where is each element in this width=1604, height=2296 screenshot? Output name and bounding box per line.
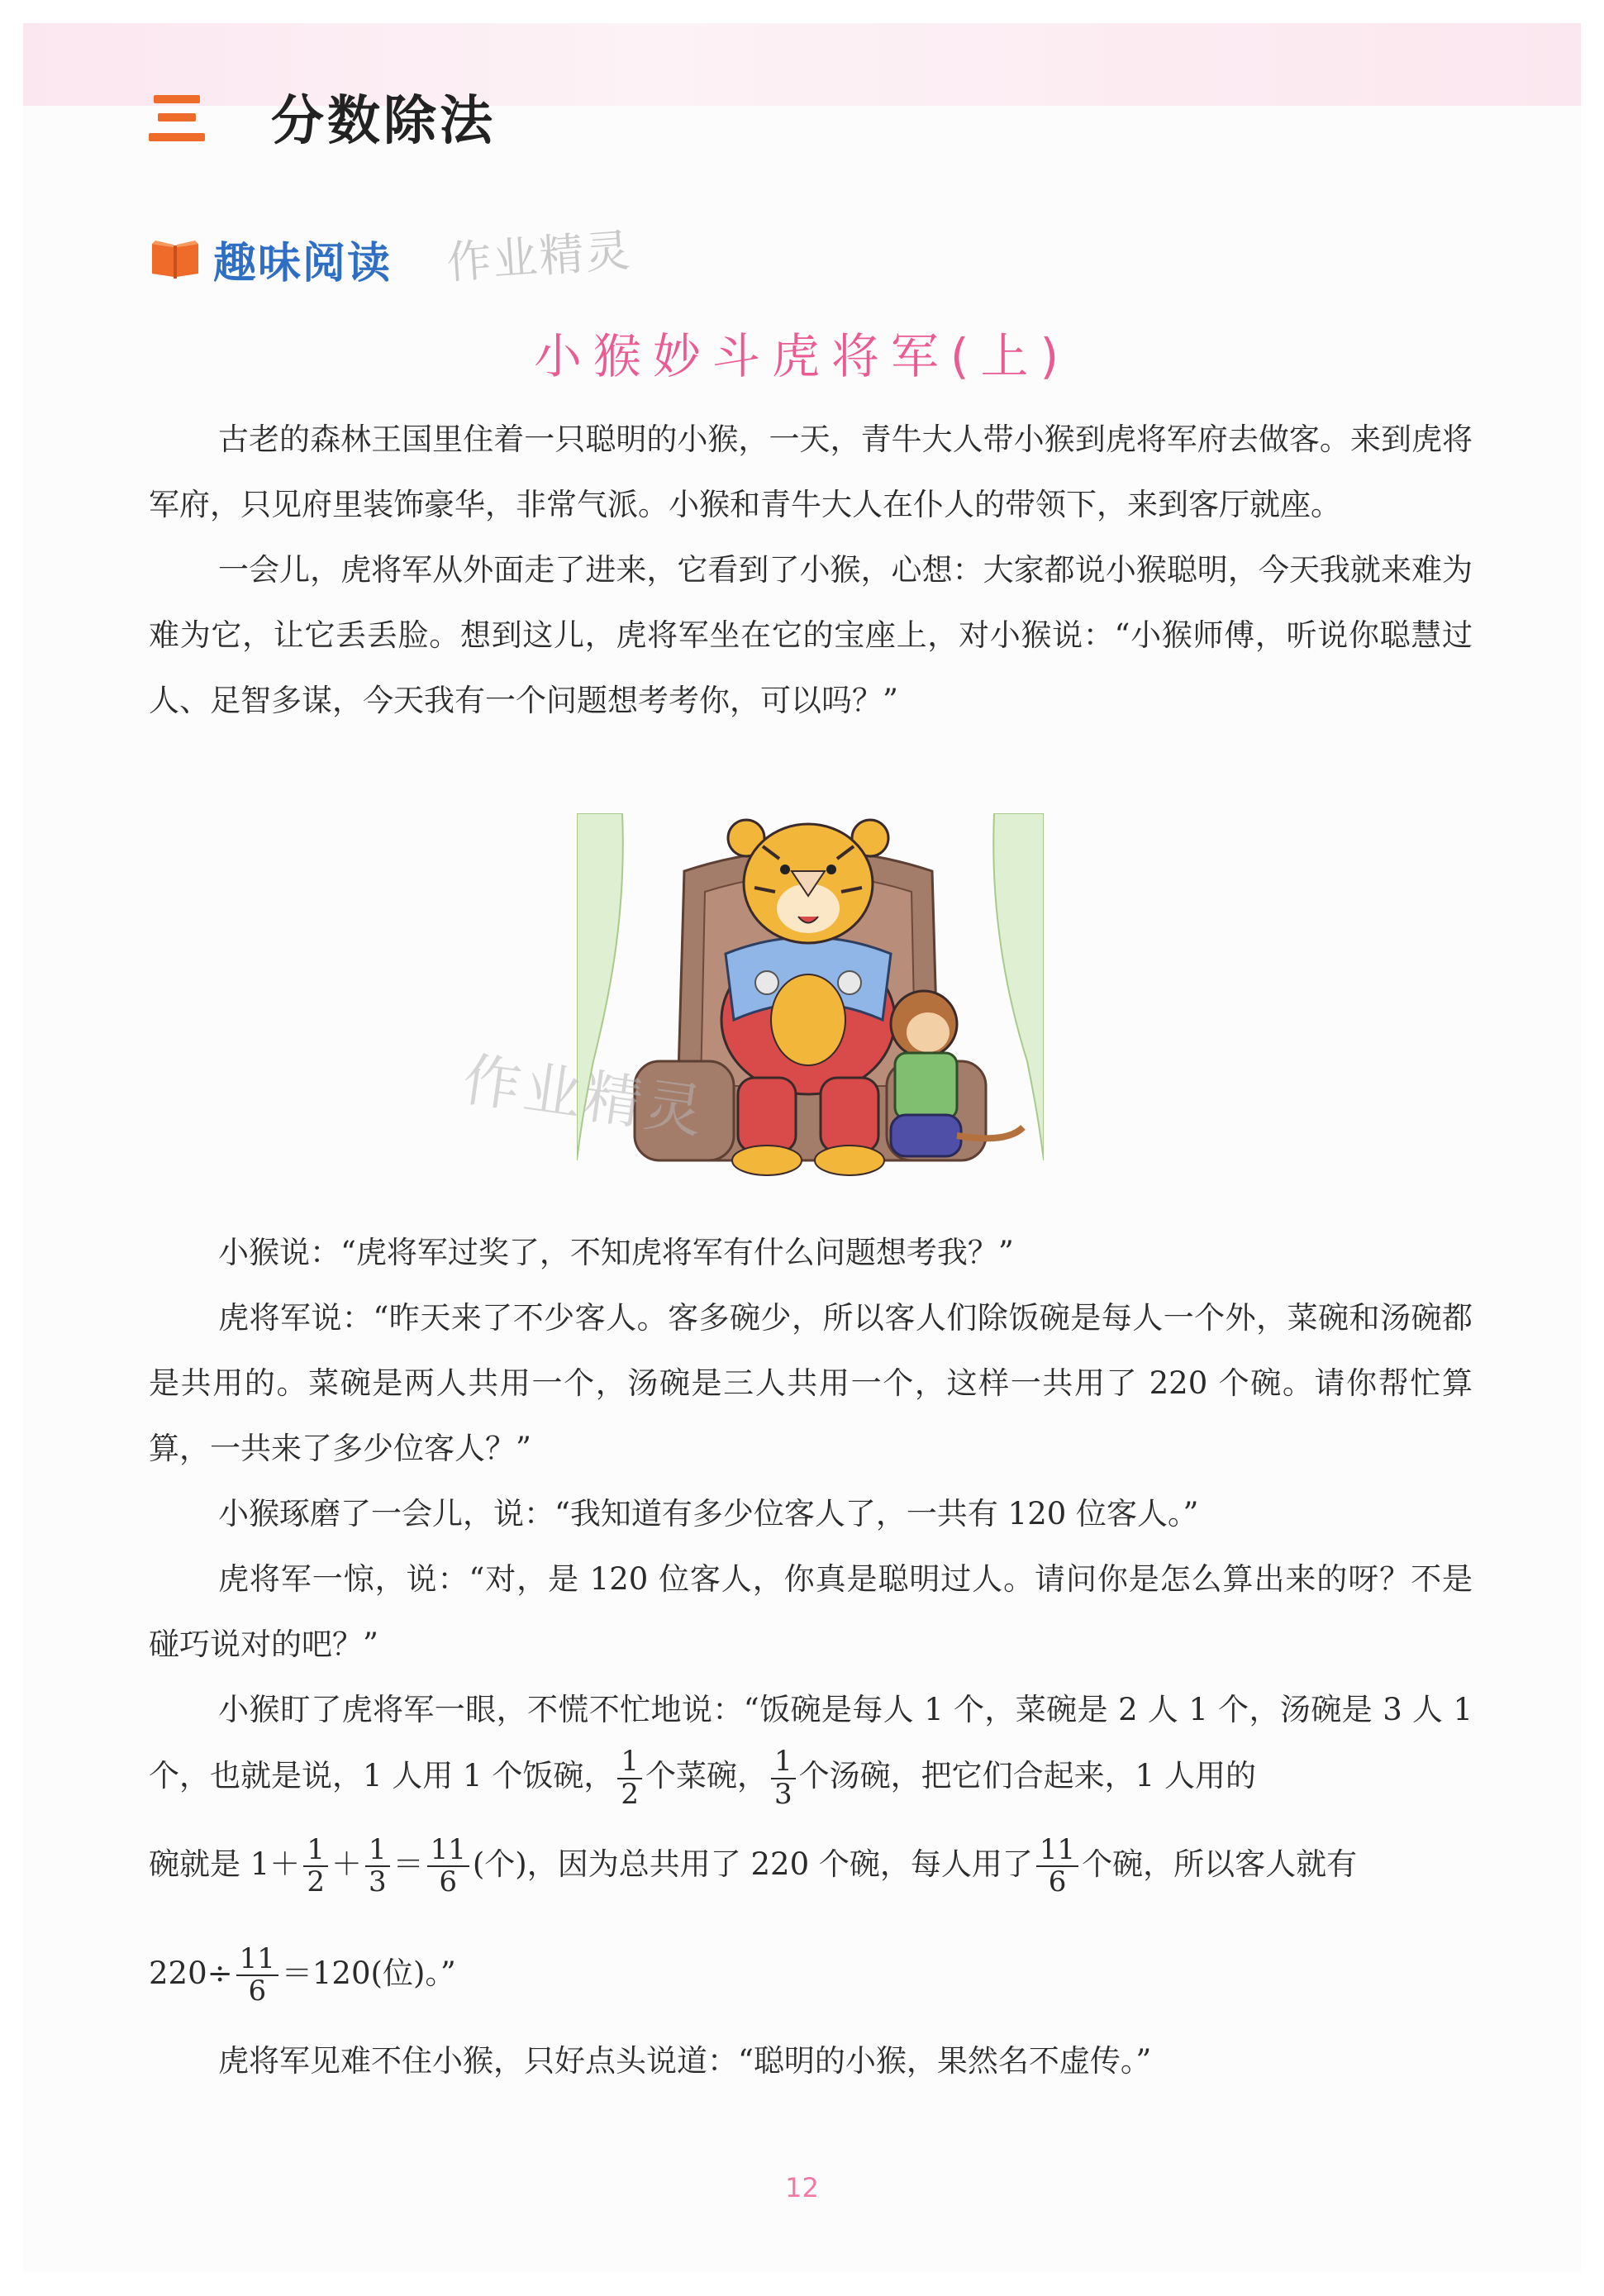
text-run: (个)，因为总共用了 220 个碗，每人用了 (472, 1846, 1033, 1882)
story-body-bottom (149, 1220, 1473, 2094)
paragraph-math-sum (149, 1810, 1473, 1919)
section-heading (149, 230, 392, 288)
paragraph-closing: 虎将军见难不住小猴，只好点头说道：“聪明的小猴，果然名不虚传。” (218, 2042, 1152, 2079)
section-title: 趣味阅读 (213, 238, 393, 288)
illustration-watermark: 作业精灵 (458, 1045, 711, 1147)
fraction-one-half: $\frac{1}{2}$ (617, 1746, 642, 1810)
text-run: 个汤碗，把它们合起来，1 人用的 (798, 1758, 1256, 1793)
watermark: 作业精灵 (445, 224, 634, 289)
paragraph: 虎将军说：“昨天来了不少客人。客多碗少，所以客人们除饭碗是每人一个外，菜碗和汤碗都是共用的。菜碗是两人共用一个，汤碗是三人共用一个，这样一共用了 220 个碗。请你帮忙算算，一共来了多少位客人？” (149, 1300, 1473, 1466)
fraction-eleven-sixths: $\frac{11}{6}$ (427, 1835, 469, 1898)
paragraph-math-result (149, 1919, 1473, 2028)
chapter-title: 分数除法 (271, 91, 496, 152)
text-run: 220÷ (149, 1955, 233, 1991)
fraction-one-half: $\frac{1}{2}$ (303, 1835, 328, 1898)
text-run: 个菜碗， (645, 1758, 769, 1793)
story-title: 小猴妙斗虎将军(上) (533, 328, 1071, 384)
paragraph: 一会儿，虎将军从外面走了进来，它看到了小猴，心想：大家都说小猴聪明，今天我就来难为难为它，让它丢丢脸。想到这儿，虎将军坐在它的宝座上，对小猴说：“小猴师傅，听说你聪慧过人、足智多谋，今天我有一个问题想考考你，可以吗？” (149, 552, 1473, 718)
page-number: 12 (785, 2172, 819, 2203)
text-run: 碗就是 1＋ (149, 1846, 301, 1882)
text-run: ＋ (331, 1846, 362, 1882)
paragraph: 小猴说：“虎将军过奖了，不知虎将军有什么问题想考我？” (218, 1235, 1014, 1270)
tiger-and-monkey-illustration (577, 813, 1044, 1202)
fraction-eleven-sixths: $\frac{11}{6}$ (236, 1944, 278, 2008)
story-body-top (149, 407, 1473, 733)
text-run: 个碗，所以客人就有 (1082, 1846, 1358, 1882)
chapter-heading (149, 79, 496, 154)
paragraph: 小猴琢磨了一会儿，说：“我知道有多少位客人了，一共有 120 位客人。” (218, 1496, 1199, 1531)
paragraph: 古老的森林王国里住着一只聪明的小猴，一天，青牛大人带小猴到虎将军府去做客。来到虎将军府，只见府里装饰豪华，非常气派。小猴和青牛大人在仆人的带领下，来到客厅就座。 (149, 422, 1473, 522)
text-run: ＝ (393, 1846, 424, 1882)
fraction-one-third: $\frac{1}{3}$ (365, 1835, 390, 1898)
paragraph-math-intro (149, 1677, 1473, 1810)
text-run: ＝120(位)。” (281, 1955, 456, 1991)
paragraph: 虎将军一惊，说：“对，是 120 位客人，你真是聪明过人。请问你是怎么算出来的呀？不是碰巧说对的吧？” (149, 1561, 1473, 1662)
text-run: 小猴盯了虎将军一眼，不慌不忙地说：“饭碗是每人 1 个，菜碗是 2 人 1 个，汤碗是 3 人 1 个，也就是说，1 人用 1 个饭碗， (149, 1692, 1473, 1793)
fraction-eleven-sixths: $\frac{11}{6}$ (1036, 1835, 1078, 1898)
chapter-number (149, 88, 205, 145)
fraction-one-third: $\frac{1}{3}$ (771, 1746, 796, 1810)
open-book-icon (149, 237, 202, 280)
